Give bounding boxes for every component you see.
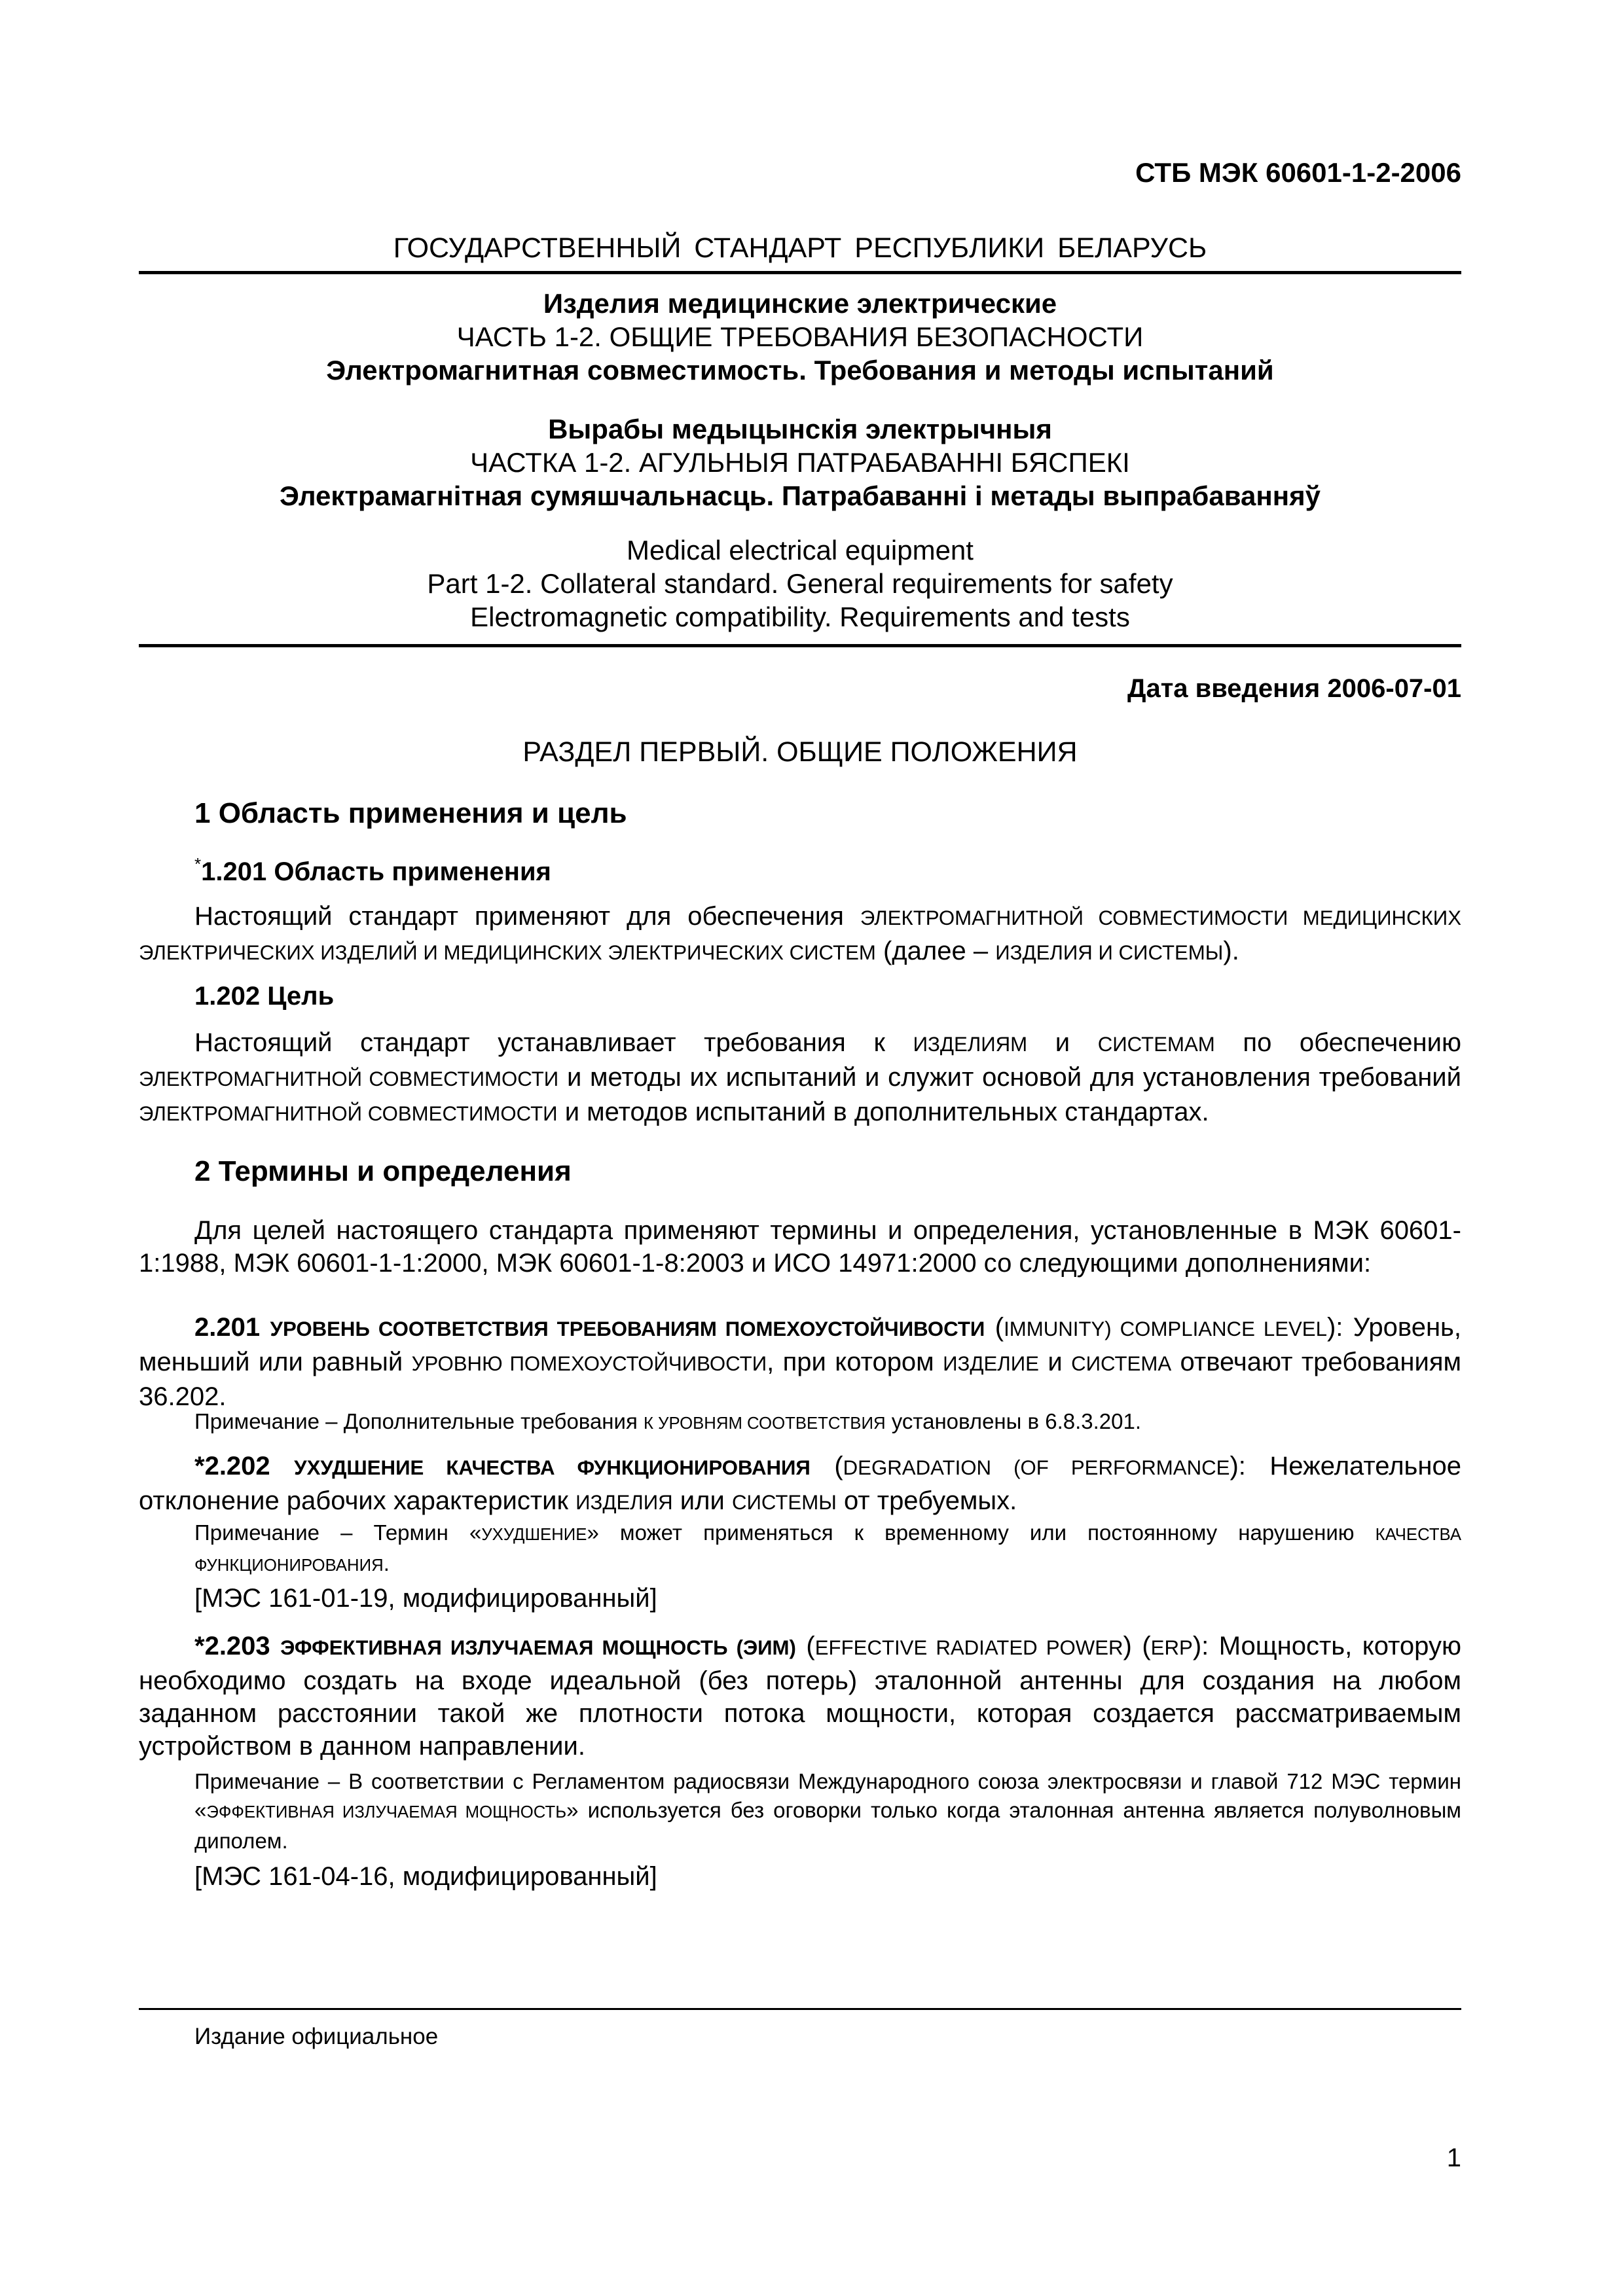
section-title: РАЗДЕЛ ПЕРВЫЙ. ОБЩИЕ ПОЛОЖЕНИЯ [522, 736, 1078, 768]
title-by [139, 412, 1461, 512]
page-number: 1 [1446, 2144, 1461, 2172]
edition-label: Издание официальное [194, 2024, 439, 2049]
definition-2203-number: *2.203 [194, 1632, 270, 1660]
title-en-line2: Part 1-2. Collateral standard. General requirements for safety [427, 568, 1173, 599]
definition-2201: 2.201 УРОВЕНЬ СООТВЕТСТВИЯ ТРЕБОВАНИЯМ ПОМЕХОУСТОЙЧИВОСТИ (IMMUNITY) COMPLIANCE LEVEL): Уровень, меньший или равный УРОВНЮ ПОМЕХОУСТОЙЧИВОСТИ, при котором ИЗДЕЛИЕ и СИСТЕМА отвечают требованиям 36.202. [139, 1313, 1462, 1411]
footer-rule [139, 2008, 1461, 2010]
clause1202-text: Настоящий стандарт устанавливает требования к ИЗДЕЛИЯМ и СИСТЕМАМ по обеспечению ЭЛЕКТРОМАГНИТНОЙ СОВМЕСТИМОСТИ и методы их испытаний и служит основой для установления требований ЭЛЕКТРОМАГНИТНОЙ СОВМЕСТИМОСТИ и методов испытаний в дополнительных стандартах. [139, 1028, 1461, 1126]
definition-2203-reference: [МЭС 161-04-16, модифицированный] [194, 1862, 657, 1891]
clause2-heading: 2 Термины и определения [194, 1155, 572, 1187]
footnote-star: * [194, 854, 202, 874]
title-by-line3: Электрамагнітная сумяшчальнасць. Патрабаванні і метады выпрабаванняў [280, 480, 1321, 511]
title-ru [139, 287, 1461, 387]
clause1201-title: 1.201 Область применения [201, 857, 551, 886]
definition-2201-note: Примечание – Дополнительные требования К УРОВНЯМ СООТВЕТСТВИЯ установлены в 6.8.3.201. [194, 1409, 1142, 1433]
clause2-intro: Для целей настоящего стандарта применяют термины и определения, установленные в МЭК 60601-1:1988, МЭК 60601-1-1:2000, МЭК 60601-1-8:2003 и ИСО 14971:2000 со следующими дополнениями: [139, 1216, 1461, 1278]
header-rule-bottom [139, 644, 1461, 647]
title-en-line3: Electromagnetic compatibility. Requirements and tests [470, 601, 1130, 632]
clause1202-heading: 1.202 Цель [194, 982, 335, 1011]
clause1201-heading [194, 854, 551, 887]
definition-2202-note: Примечание – Термин «УХУДШЕНИЕ» может применяться к временному или постоянному нарушению КАЧЕСТВА ФУНКЦИОНИРОВАНИЯ. [194, 1520, 1462, 1575]
title-en-line1: Medical electrical equipment [627, 535, 974, 565]
definition-2203-term: ЭФФЕКТИВНАЯ ИЗЛУЧАЕМАЯ МОЩНОСТЬ [280, 1636, 728, 1659]
title-en [139, 533, 1461, 634]
title-ru-line1: Изделия медицинские электрические [543, 288, 1057, 319]
document-number: СТБ МЭК 60601-1-2-2006 [1135, 157, 1461, 188]
introduction-date: Дата введения 2006-07-01 [1127, 674, 1461, 703]
title-ru-line2: ЧАСТЬ 1-2. ОБЩИЕ ТРЕБОВАНИЯ БЕЗОПАСНОСТИ [456, 321, 1144, 352]
clause1-heading: 1 Область применения и цель [194, 797, 627, 829]
definition-2202: *2.202 УХУДШЕНИЕ КАЧЕСТВА ФУНКЦИОНИРОВАНИЯ (DEGRADATION (OF PERFORMANCE): Нежелательное отклонение рабочих характеристик ИЗДЕЛИЯ или СИСТЕМЫ от требуемых. [139, 1452, 1461, 1515]
title-by-line2: ЧАСТКА 1-2. АГУЛЬНЫЯ ПАТРАБАВАННІ БЯСПЕКІ [470, 447, 1130, 478]
title-by-line1: Вырабы медыцынскія электрычныя [548, 414, 1052, 444]
header-rule-top [139, 271, 1461, 274]
title-ru-line3: Электромагнитная совместимость. Требования и методы испытаний [326, 355, 1274, 386]
definition-2203-note: Примечание – В соответствии с Регламентом радиосвязи Международного союза электросвязи и главой 712 МЭС термин «ЭФФЕКТИВНАЯ ИЗЛУЧАЕМАЯ МОЩНОСТЬ» используется без оговорки только когда эталонная антенна является полуволновым диполем. [194, 1769, 1461, 1853]
definition-2202-reference: [МЭС 161-01-19, модифицированный] [194, 1584, 657, 1613]
definition-2202-term: УХУДШЕНИЕ КАЧЕСТВА ФУНКЦИОНИРОВАНИЯ [294, 1456, 811, 1479]
definition-2202-number: *2.202 [194, 1452, 270, 1480]
definition-2201-term: УРОВЕНЬ СООТВЕТСТВИЯ ТРЕБОВАНИЯМ ПОМЕХОУСТОЙЧИВОСТИ [270, 1318, 985, 1340]
definition-2201-number: 2.201 [194, 1313, 261, 1342]
clause1201-text: Настоящий стандарт применяют для обеспечения ЭЛЕКТРОМАГНИТНОЙ СОВМЕСТИМОСТИ МЕДИЦИНСКИХ ЭЛЕКТРИЧЕСКИХ ИЗДЕЛИЙ И МЕДИЦИНСКИХ ЭЛЕКТРИЧЕСКИХ СИСТЕМ (далее – ИЗДЕЛИЯ И СИСТЕМЫ). [139, 902, 1461, 965]
state-standard-heading: ГОСУДАРСТВЕННЫЙ СТАНДАРТ РЕСПУБЛИКИ БЕЛАРУСЬ [393, 232, 1207, 264]
definition-2203: *2.203 ЭФФЕКТИВНАЯ ИЗЛУЧАЕМАЯ МОЩНОСТЬ (ЭИМ) (EFFECTIVE RADIATED POWER) (ERP): Мощность, которую необходимо создать на входе идеальной (без потерь) эталонной антенны для создания на любом заданном расстоянии такой же плотности потока мощности, которая создается рассматриваемым устройством в данном направлении. [139, 1632, 1461, 1761]
